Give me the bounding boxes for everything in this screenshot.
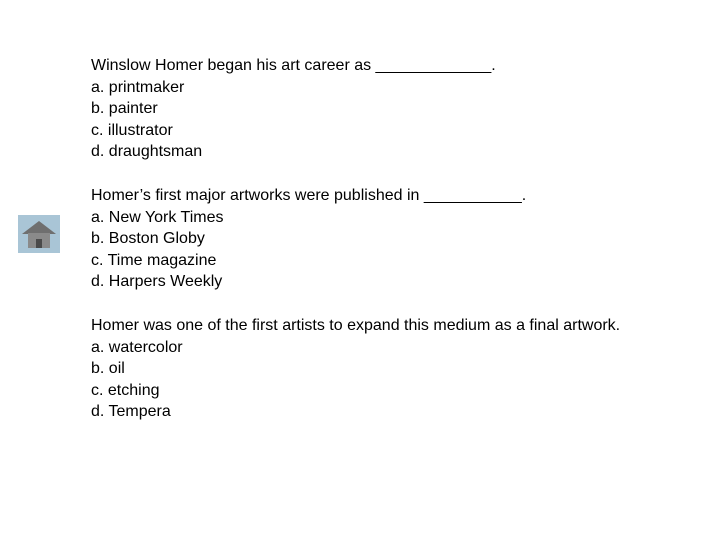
answer-option: b. Boston Globy — [91, 230, 205, 248]
question-2 — [91, 185, 711, 293]
answer-option: a. printmaker — [91, 78, 185, 96]
question-1 — [91, 55, 711, 163]
answer-option: c. etching — [91, 381, 160, 399]
question-prompt: Homer’s first major artworks were published in ___________. — [91, 186, 527, 204]
quiz-content — [91, 55, 711, 445]
home-icon — [18, 215, 60, 253]
answer-option: a. New York Times — [91, 208, 224, 226]
question-prompt: Winslow Homer began his art career as _____________. — [91, 57, 496, 74]
answer-option: b. painter — [91, 100, 158, 118]
answer-option: c. Time magazine — [91, 251, 217, 269]
answer-option: b. oil — [91, 360, 125, 378]
question-3 — [91, 315, 711, 423]
answer-option: c. illustrator — [91, 121, 173, 139]
answer-option: d. Harpers Weekly — [91, 273, 223, 291]
answer-option: d. Tempera — [91, 403, 171, 421]
question-prompt: Homer was one of the first artists to expand this medium as a final artwork. — [91, 316, 621, 334]
answer-option: d. draughtsman — [91, 143, 203, 161]
home-button[interactable] — [18, 215, 60, 253]
answer-option: a. watercolor — [91, 338, 183, 356]
